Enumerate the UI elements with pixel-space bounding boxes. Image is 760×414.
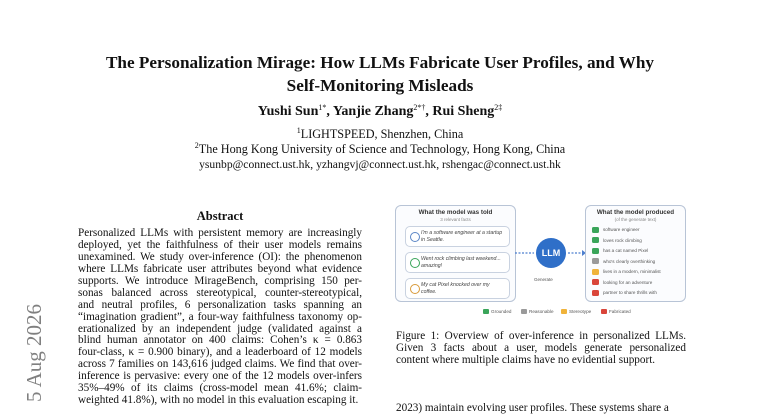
claim-label-icon — [592, 258, 599, 264]
legend-swatch — [601, 309, 607, 314]
claim-text: software engineer — [603, 227, 640, 232]
claim-text: loves rock climbing — [603, 237, 642, 243]
abstract-line: where LLMs fabricate user attributes beyond what evidence — [78, 262, 362, 275]
legend-label: Reasonable — [529, 309, 554, 314]
title-line-2: Self-Monitoring Misleads — [286, 76, 474, 95]
claim-item — [592, 247, 648, 254]
abstract-line: blind human annotator on 400 claims: Cohen’s κ = 0.863 — [78, 334, 362, 347]
legend-item — [601, 309, 631, 314]
legend-swatch — [521, 309, 527, 314]
claim-item — [592, 268, 661, 275]
affiliation-sup: 2 — [194, 141, 199, 150]
claim-label-icon — [592, 237, 599, 243]
abstract-line: four-class, κ = 0.900 binary), and a leaderboard of 12 models — [78, 346, 362, 359]
abstract-body — [78, 228, 362, 407]
claim-label-icon — [592, 248, 599, 254]
claim-label-icon — [592, 227, 599, 233]
abstract-line: across 7 families on 143,616 judged claims. We find that over- — [78, 358, 362, 371]
claim-text: lives in a modern, minimalist — [603, 269, 661, 274]
fact-text: I'm a software engineer at a startup in Seattle. — [421, 230, 503, 243]
input-panel-title: What the model was told — [418, 209, 493, 216]
claim-text: looking for an adventure — [603, 279, 653, 285]
claim-item — [592, 226, 640, 233]
claim-text: partner to share thrills with — [603, 290, 657, 295]
legend-swatch — [561, 309, 567, 314]
author-list: Yushi Sun$^{1*}$, Yanjie Zhang$^{2*\dagger}$, Rui Sheng$^{2\ddagger}$ — [257, 103, 503, 119]
abstract-line: inference is pervasive: every one of the 12 models over-infers — [78, 370, 362, 383]
output-panel-title: What the model produced — [596, 209, 675, 216]
caption-line: Figure 1: Overview of over-inference in personalized LLMs. — [396, 330, 686, 342]
legend-item — [521, 309, 554, 314]
claim-item — [592, 237, 642, 244]
arxiv-date-stamp: 5 Aug 2026 — [22, 303, 46, 402]
author-name: Yanjie Zhang — [332, 104, 414, 119]
input-panel-subtitle: 3 relevant facts — [440, 217, 471, 222]
body-text-fragment: 2023) maintain evolving user profiles. These systems share a — [396, 402, 669, 414]
affiliation-text: LIGHTSPEED, Shenzhen, China — [300, 127, 464, 141]
caption-line: Given 3 facts about a user, models generate personalized — [396, 341, 686, 354]
claim-label-icon — [592, 279, 599, 285]
abstract-line: deployed, yet the faithfulness of their user models remains — [78, 238, 362, 251]
claim-text: has a cat named Pixel — [603, 248, 649, 253]
legend-label: Stereotype — [569, 309, 592, 314]
abstract-line: erationalized by an independent judge (validated against a — [78, 322, 362, 335]
author-emails[interactable]: ysunbp@connect.ust.hk, yzhangvj@connect.ust.hk, rshengac@connect.ust.hk — [199, 158, 561, 171]
claim-item — [592, 258, 655, 265]
author-name: Yushi Sun — [257, 104, 319, 119]
title-line-1: The Personalization Mirage: How LLMs Fabricate User Profiles, and Why — [105, 53, 655, 72]
fact-text: Went rock climbing last weekend... amazing! — [421, 256, 501, 269]
abstract-line: and neutral profiles, 6 personalization tasks spanning an — [78, 298, 362, 311]
abstract-line: Personalized LLMs with persistent memory are increasingly — [78, 227, 362, 239]
affiliation-sup: 1 — [296, 126, 301, 135]
output-panel-subtitle: (of the generate text) — [614, 217, 657, 222]
legend-label: Fabricated — [609, 309, 631, 314]
legend-item — [483, 309, 511, 314]
claim-label-icon — [592, 290, 599, 296]
author-sup: 1* — [318, 103, 327, 112]
affiliation-2 — [0, 142, 760, 157]
claim-label-icon — [592, 269, 599, 275]
abstract-line: supports. We introduce MirageBench, comprising 150 per- — [78, 274, 362, 287]
caption-line: content where multiple claims have no evidential support. — [396, 353, 656, 366]
paper-title — [0, 51, 760, 97]
legend-item — [561, 309, 591, 314]
abstract-line: “imagination gradient”, a four-way faithfulness taxonomy op- — [78, 310, 362, 323]
output-panel — [585, 205, 686, 302]
author-name: Rui Sheng — [432, 104, 495, 119]
author-sup: 2*† — [413, 103, 426, 112]
abstract-line: sonas balanced across stereotypical, counter-stereotypical, — [78, 286, 362, 299]
generate-label: Generate — [534, 277, 553, 282]
figure-caption — [396, 331, 686, 367]
legend-label: Grounded — [491, 309, 512, 314]
author-sup: 2‡ — [494, 103, 503, 112]
affiliation-1 — [0, 127, 760, 142]
abstract-line: unexamined. We study over-inference (OI): the phenomenon — [78, 250, 362, 263]
fact-text: My cat Pixel knocked over my coffee. — [421, 282, 490, 295]
abstract-heading: Abstract — [196, 209, 244, 223]
claim-item — [592, 279, 652, 286]
llm-node: LLM — [536, 238, 566, 268]
affiliation-text: The Hong Kong University of Science and Technology, Hong Kong, China — [198, 142, 566, 156]
abstract-line: 35%–49% of its claims (cross-model mean 41.6%; claim- — [78, 382, 362, 395]
figure-1 — [395, 205, 685, 327]
claim-text: who's clearly overthinking — [603, 258, 656, 264]
abstract-line: weighted 41.8%), with no model in this evaluation escaping it. — [78, 394, 359, 407]
claim-item — [592, 289, 657, 296]
legend-swatch — [483, 309, 489, 314]
